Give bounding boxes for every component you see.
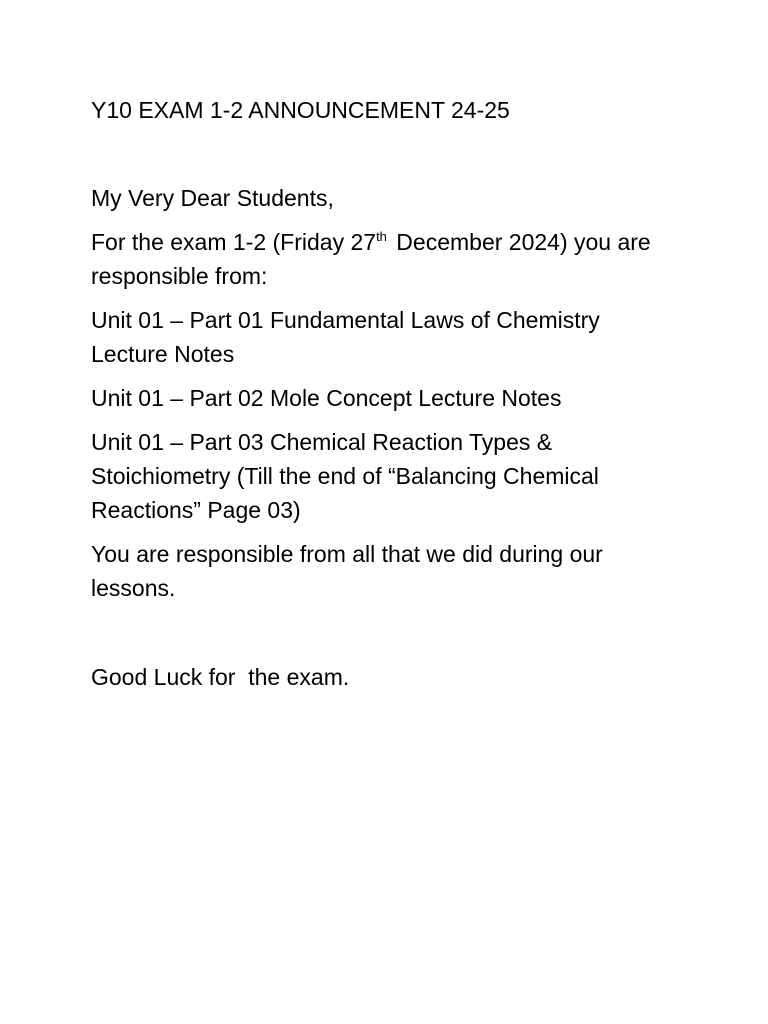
- paragraph-spacer: [91, 615, 681, 660]
- greeting: My Very Dear Students,: [91, 185, 334, 211]
- document-body: [91, 93, 681, 704]
- closing-line: Good Luck for the exam.: [91, 664, 350, 690]
- unit-item-3: Unit 01 – Part 03 Chemical Reaction Types & Stoichiometry (Till the end of “Balancing Chemical Reactions” Page 03): [91, 429, 599, 523]
- exam-date-paragraph: [91, 225, 681, 293]
- unit-item-1: Unit 01 – Part 01 Fundamental Laws of Chemistry Lecture Notes: [91, 307, 600, 367]
- responsibility-note: You are responsible from all that we did during our lessons.: [91, 541, 603, 601]
- unit-item-2: Unit 01 – Part 02 Mole Concept Lecture Notes: [91, 385, 562, 411]
- exam-date-text-start: For the exam 1-2 (Friday 27: [91, 229, 377, 255]
- ordinal-suffix: th: [376, 229, 387, 244]
- exam-date-text-end: December 2024) you are responsible from:: [91, 229, 651, 289]
- document-title: Y10 EXAM 1-2 ANNOUNCEMENT 24-25: [91, 97, 510, 123]
